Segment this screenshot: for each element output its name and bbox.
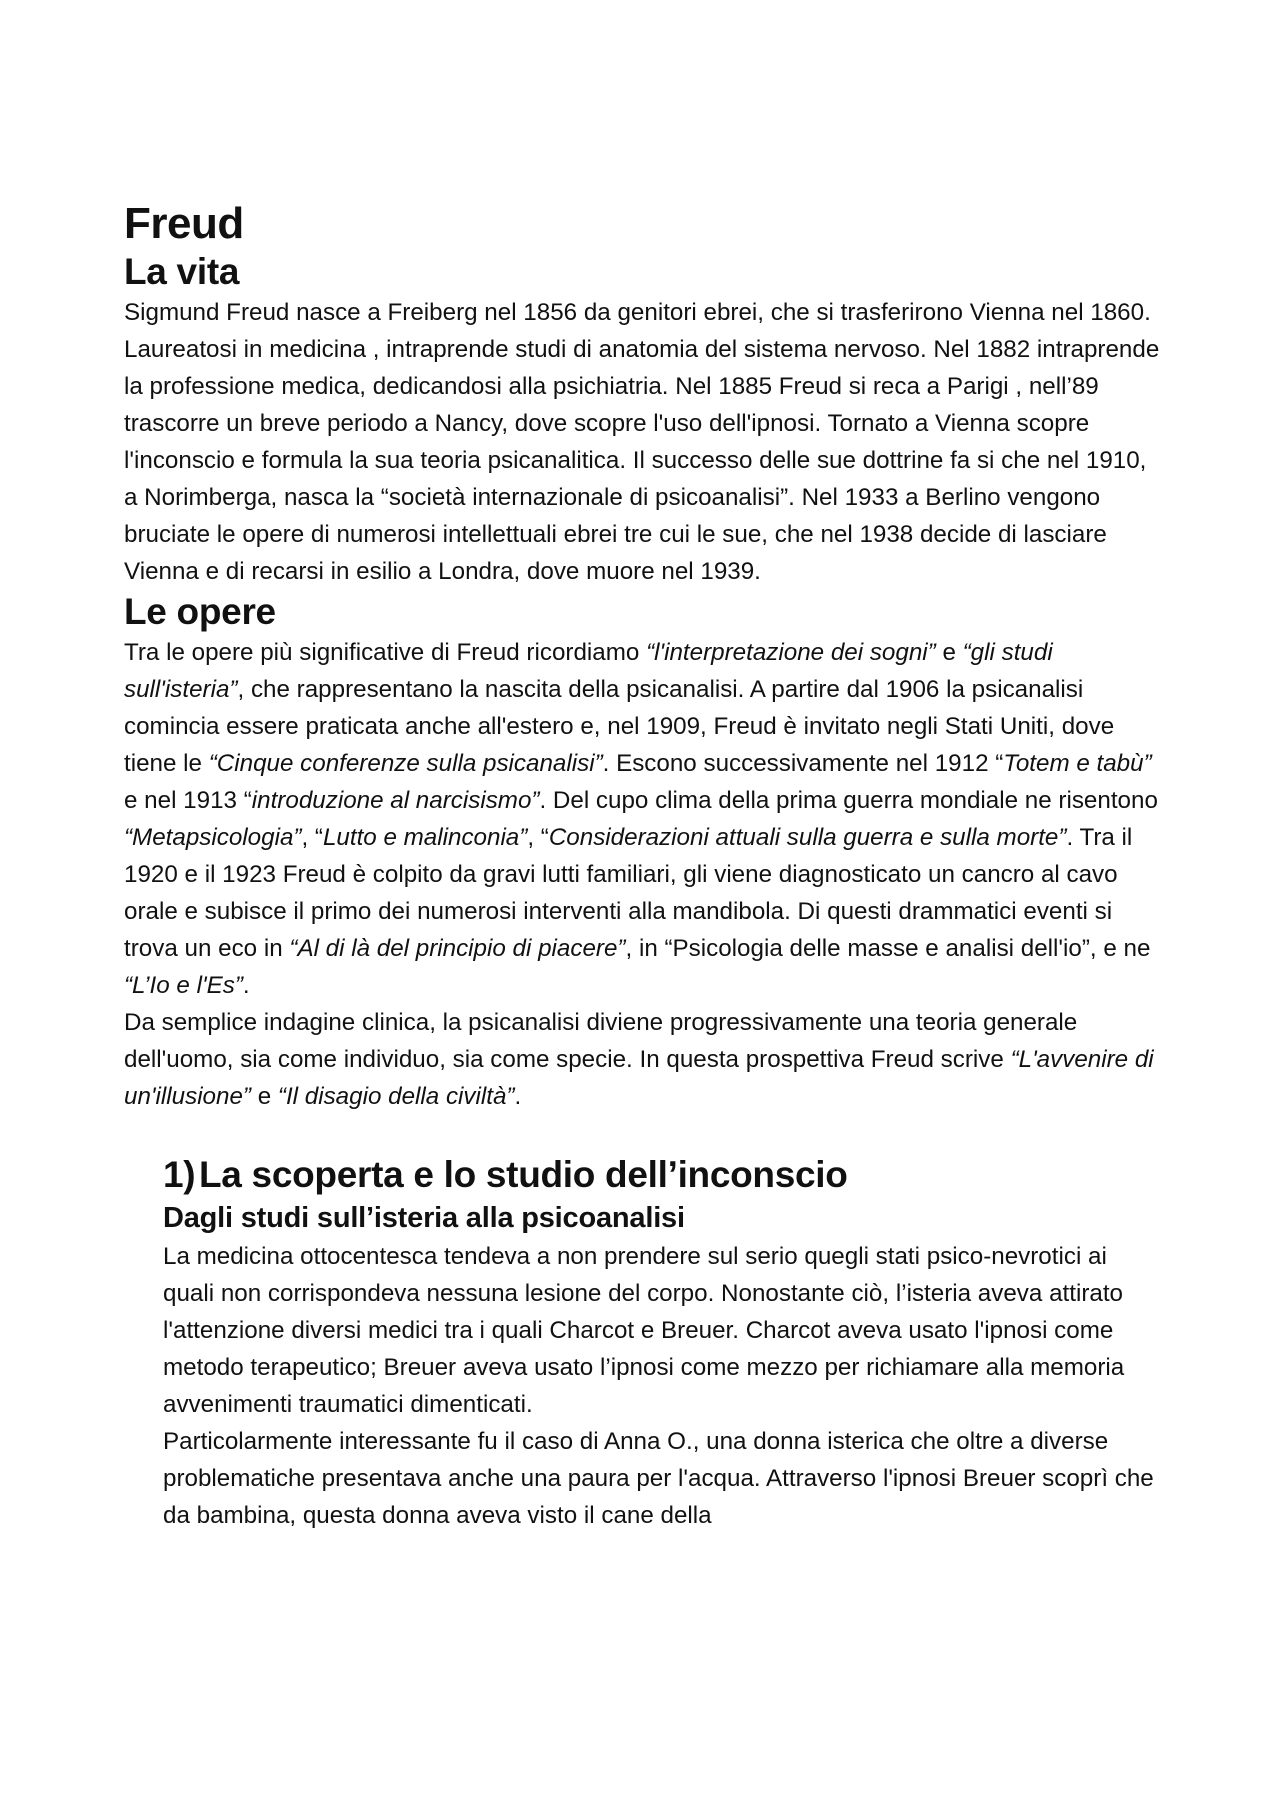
paragraph-chapter-2: Particolarmente interessante fu il caso di Anna O., una donna isterica che oltre a diverse problematiche presentava anche una paura per l'acqua. Attraverso l'ipnosi Breuer scoprì che da bambina, questa donna aveva visto il cane della <box>163 1428 1154 1529</box>
section-heading-vita: La vita <box>124 251 240 292</box>
document-page <box>124 198 1164 1534</box>
work-title: Considerazioni attuali sulla guerra e sulla morte” <box>548 824 1067 851</box>
work-title: “Metapsicologia” <box>124 824 302 851</box>
text-run: . <box>242 972 250 999</box>
chapter-title: La scoperta e lo studio dell’inconscio <box>199 1154 848 1195</box>
text-run: e <box>250 1083 278 1110</box>
text-run: Tra le opere più significative di Freud ricordiamo <box>124 639 647 666</box>
text-run: . <box>514 1083 522 1110</box>
text-run: , che rappresentano la nascita della psicanalisi. A partire dal 1906 la psicanalisi comincia essere praticata anche all'estero e, nel 1909, Freud è invitato negli Stati Uniti, dove tiene le <box>124 676 1115 777</box>
work-title: “l'interpretazione dei sogni” <box>646 639 936 666</box>
paragraph-vita: Sigmund Freud nasce a Freiberg nel 1856 da genitori ebrei, che si trasferirono Vienna nel 1860. Laureatosi in medicina , intraprende studi di anatomia del sistema nervoso. Nel 1882 intraprende la professione medica, dedicandosi alla psichiatria. Nel 1885 Freud si reca a Parigi , nell’89 trascorre un breve periodo a Nancy, dove scopre l'uso dell'ipnosi. Tornato a Vienna scopre l'inconscio e formula la sua teoria psicanalitica. Il successo delle sue dottrine fa si che nel 1910, a Norimberga, nasca la “società internazionale di psicoanalisi”. Nel 1933 a Berlino vengono bruciate le opere di numerosi intellettuali ebrei tre cui le sue, che nel 1938 decide di lasciare Vienna e di recarsi in esilio a Londra, dove muore nel 1939. <box>124 299 1160 585</box>
chapter-number: 1) <box>163 1154 196 1195</box>
document-title: Freud <box>124 199 244 248</box>
work-title: Lutto e malinconia” <box>322 824 528 851</box>
text-run: . Escono successivamente nel 1912 “ <box>602 750 1004 777</box>
section-heading-opere: Le opere <box>124 591 276 632</box>
text-run: e <box>935 639 963 666</box>
work-title: “Al di là del principio di piacere” <box>289 935 626 962</box>
work-title: “L’Io e l'Es” <box>124 972 243 999</box>
text-run: Da semplice indagine clinica, la psicanalisi diviene progressivamente una teoria generale dell'uomo, sia come individuo, sia come specie. In questa prospettiva Freud scrive <box>124 1009 1078 1073</box>
text-run: , “ <box>527 824 549 851</box>
text-run: , “ <box>301 824 323 851</box>
work-title: “gli studi sull'isteria” <box>124 639 1053 703</box>
text-run: e nel 1913 “ <box>124 787 252 814</box>
chapter-1 <box>124 1152 1164 1534</box>
text-run: . Tra il 1920 e il 1923 Freud è colpito da gravi lutti familiari, gli viene diagnosticato un cancro al cavo orale e subisce il primo dei numerosi interventi alla mandibola. Di questi drammatici eventi si trova un eco in <box>124 824 1133 962</box>
work-title: “L'avvenire di un'illusione” <box>124 1046 1154 1110</box>
text-run: , in “Psicologia delle masse e analisi dell'io”, e ne <box>625 935 1151 962</box>
work-title: Totem e tabù” <box>1003 750 1152 777</box>
text-run: . Del cupo clima della prima guerra mondiale ne risentono <box>539 787 1158 814</box>
work-title: “Cinque conferenze sulla psicanalisi” <box>208 750 603 777</box>
chapter-heading <box>163 1152 1164 1198</box>
paragraph-opere-1 <box>124 634 1164 1004</box>
paragraph-opere-2 <box>124 1004 1164 1115</box>
work-title: introduzione al narcisismo” <box>251 787 540 814</box>
paragraph-chapter-1: La medicina ottocentesca tendeva a non prendere sul serio quegli stati psico-nevrotici ai quali non corrispondeva nessuna lesione del corpo. Nonostante ciò, l’isteria aveva attirato l'attenzione diversi medici tra i quali Charcot e Breuer. Charcot aveva usato l'ipnosi come metodo terapeutico; Breuer aveva usato l’ipnosi come mezzo per richiamare alla memoria avvenimenti traumatici dimenticati. <box>163 1243 1125 1418</box>
chapter-subheading: Dagli studi sull’isteria alla psicoanalisi <box>163 1202 685 1234</box>
work-title: “Il disagio della civiltà” <box>277 1083 515 1110</box>
